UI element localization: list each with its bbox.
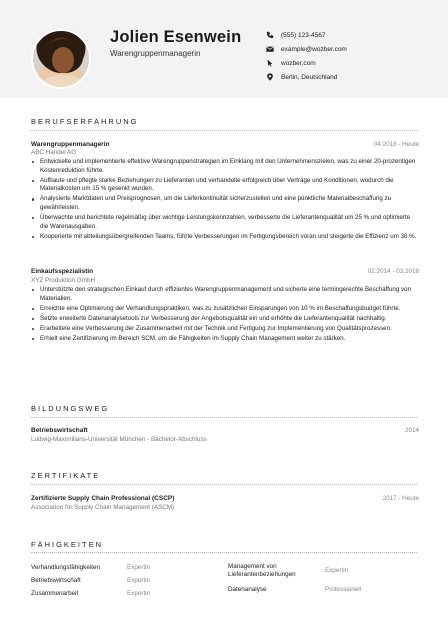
link-icon xyxy=(266,59,274,67)
section-divider xyxy=(31,552,417,553)
photo-face xyxy=(52,47,74,73)
section-title-experience: BERUFSERFAHRUNG xyxy=(31,117,139,126)
skill-name: Zusammenarbeit xyxy=(31,590,79,597)
skill-name: Management von Lieferantenbeziehungen xyxy=(228,563,296,579)
candidate-name: Jolien Esenwein xyxy=(110,28,242,46)
phone-icon xyxy=(266,31,274,39)
email-icon xyxy=(266,45,274,53)
profile-photo xyxy=(31,29,91,89)
job-bullet: Kooperierte mit abteilungsübergreifenden Teams, führte Verbesserungen im Fertigungsbereich voran und steigerte die Effizienz um 30 %. xyxy=(31,233,417,242)
certificate-issuer: Association for Supply Chain Management (ASCM) xyxy=(31,504,175,511)
education-date: 2014 xyxy=(404,427,419,434)
job-bullet: Unterstützte den strategischen Einkauf durch effizientes Warengruppenmanagement und sicherte eine termingerechte Beschaffung von Materialien. xyxy=(31,286,417,303)
education-title: Betriebswirtschaft xyxy=(31,427,88,434)
job-title: Warengruppenmanagerin xyxy=(31,141,110,148)
job-title: Einkaufsspezialistin xyxy=(31,268,94,275)
resume-header xyxy=(0,0,448,98)
section-divider xyxy=(31,484,417,485)
job-bullet: Entwickelte und implementierte effektive Warengruppenstrategien im Einklang mit den Unternehmenszielen, was zu einer 20-prozentigen Kostenreduktion führte. xyxy=(31,158,417,175)
section-title-skills: FÄHIGKEITEN xyxy=(31,540,104,549)
photo-shoulders xyxy=(39,75,87,89)
contact-location xyxy=(266,70,347,84)
candidate-title: Warengruppenmanagerin xyxy=(110,49,201,58)
skill-name: Verhandlungsfähigkeiten xyxy=(31,564,100,571)
education-institution: Ludwig-Maximilians-Universität München - Bachelor-Abschluss xyxy=(31,436,207,443)
certificate-date: 2017 - Heute xyxy=(382,495,419,502)
job-bullet: Analysierte Marktdaten und Preisprognosen, um die Lieferkontinuität sicherzustellen und eine pünktliche Materialbeschaffung zu gewährleisten. xyxy=(31,195,417,212)
job-company: XYZ Produktion GmbH xyxy=(31,277,96,284)
skill-level: Professionell xyxy=(325,586,362,593)
skill-name: Betriebswirtschaft xyxy=(31,577,81,584)
location-icon xyxy=(266,73,274,81)
skill-item xyxy=(31,590,151,597)
skill-item xyxy=(31,564,151,571)
contact-website-text: wozber.com xyxy=(281,59,316,67)
job-company: ABC Handel AG xyxy=(31,149,77,156)
skill-level: Expertin xyxy=(127,577,151,584)
skill-level: Expertin xyxy=(325,567,349,574)
skill-item xyxy=(228,586,362,593)
skill-item xyxy=(228,563,349,580)
skill-level: Expertin xyxy=(127,590,151,597)
skill-item xyxy=(31,577,151,584)
contact-list xyxy=(266,28,347,84)
job-bullet: Erreichte eine Optimierung der Verhandlungspraktiken, was zu zusätzlichen Einsparungen von 10 % im Beschaffungsbudget führte. xyxy=(31,305,417,314)
job-bullet: Erarbeitete eine Verbesserung der Zusammenarbeit mit der Technik und Fertigung zur Implementierung von Qualitätsprozessen. xyxy=(31,325,417,334)
job-bullets xyxy=(31,286,417,345)
contact-website[interactable] xyxy=(266,56,347,70)
job-date: 02.2014 - 03.2018 xyxy=(367,268,419,275)
job-bullet: Aufbaute und pflegte starke Beziehungen zu Lieferanten und verhandelte erfolgreich über Verträge und Konditionen, wodurch die Materialkosten um 15 % gesenkt wurden. xyxy=(31,177,417,194)
certificate-title: Zertifizierte Supply Chain Professional (CSCP) xyxy=(31,495,175,502)
job-date: 04.2018 - Heute xyxy=(373,141,419,148)
section-divider xyxy=(31,130,417,131)
contact-email-text: example@wozber.com xyxy=(281,45,347,53)
section-divider xyxy=(31,417,417,418)
job-bullet: Erhielt eine Zertifizierung im Bereich SCM, um die Fähigkeiten im Supply Chain Management weiter zu stärken. xyxy=(31,335,417,344)
contact-email[interactable] xyxy=(266,42,347,56)
job-bullets xyxy=(31,158,417,243)
skill-level: Expertin xyxy=(127,564,151,571)
job-bullet: Überwachte und berichtete regelmäßig über wichtige Leistungskennzahlen, verbesserte die Lieferantenqualität um 25 % und optimierte die Warenausgaben. xyxy=(31,214,417,231)
skill-name: Datenanalyse xyxy=(228,586,267,593)
contact-location-text: Berlin, Deutschland xyxy=(281,73,338,81)
section-title-education: BILDUNGSWEG xyxy=(31,404,110,413)
section-title-certificates: ZERTIFIKATE xyxy=(31,471,101,480)
job-bullet: Setzte erweiterte Datenanalysetools zur Verbesserung der Angebotsqualität ein und erhöhte die Lieferantenqualität nachhaltig. xyxy=(31,315,417,324)
contact-phone-text: (555) 123-4567 xyxy=(281,31,326,39)
contact-phone[interactable] xyxy=(266,28,347,42)
